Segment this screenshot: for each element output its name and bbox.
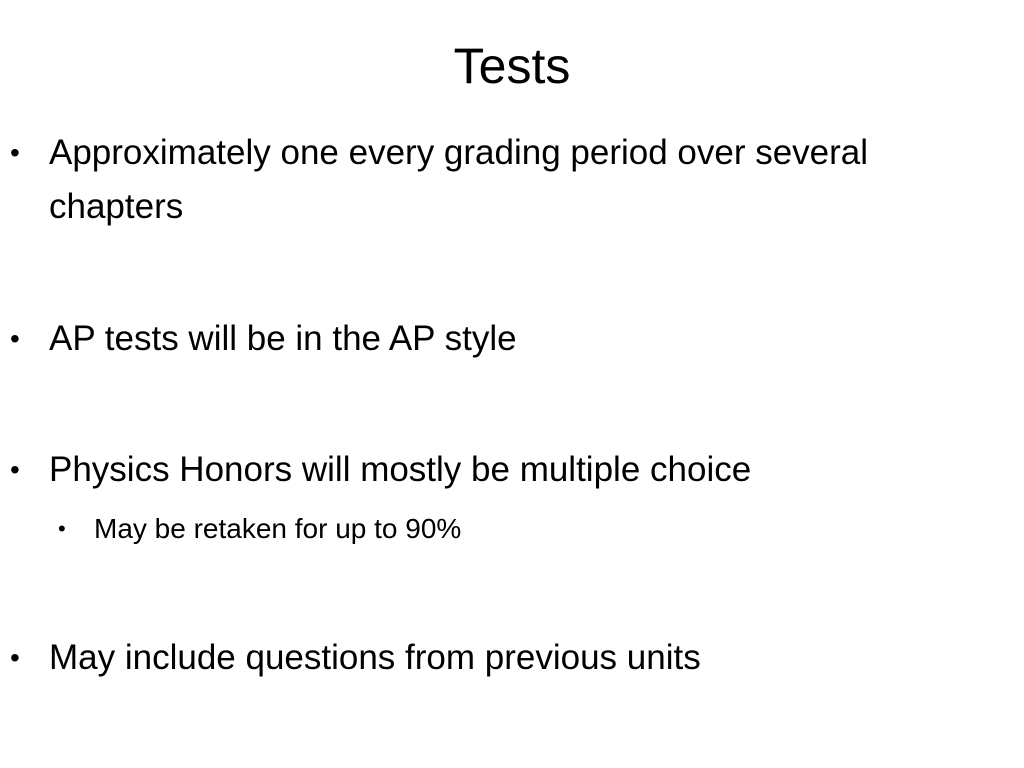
sub-bullet-dot-icon: • bbox=[58, 516, 66, 541]
bullet-text: Approximately one every grading period over several chapters bbox=[49, 133, 869, 226]
bullet-text: Physics Honors will mostly be multiple choice bbox=[49, 450, 752, 489]
bullet-dot-icon: • bbox=[10, 323, 20, 354]
bullet-item bbox=[10, 126, 930, 234]
bullet-item bbox=[10, 631, 930, 685]
bullet-item bbox=[10, 312, 930, 366]
bullet-dot-icon: • bbox=[10, 454, 20, 485]
bullet-dot-icon: • bbox=[10, 137, 20, 168]
sub-bullet-text: May be retaken for up to 90% bbox=[94, 513, 462, 544]
bullet-item bbox=[10, 443, 930, 497]
bullet-text: AP tests will be in the AP style bbox=[49, 319, 517, 358]
bullet-text: May include questions from previous units bbox=[49, 638, 701, 677]
slide-title: Tests bbox=[453, 38, 571, 94]
sub-bullet-item bbox=[58, 509, 918, 549]
bullet-dot-icon: • bbox=[10, 642, 20, 673]
